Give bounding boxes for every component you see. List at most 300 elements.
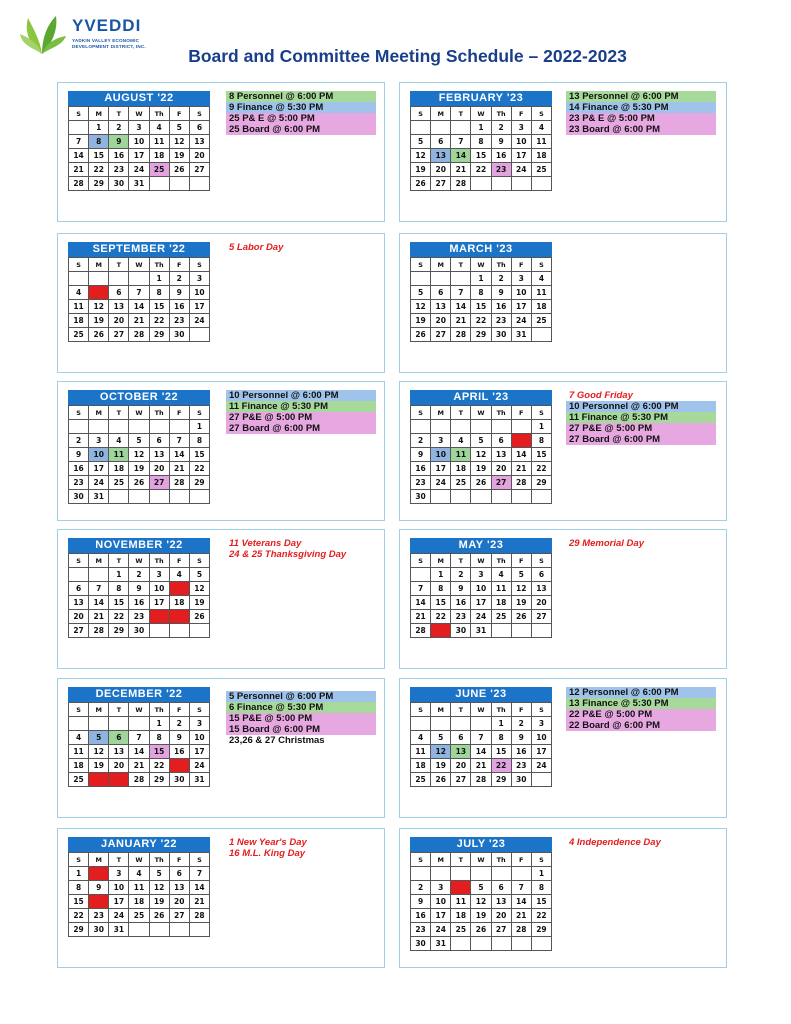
- week-row: [69, 923, 210, 937]
- day-cell: [129, 420, 149, 434]
- day-cell: 2: [411, 881, 431, 895]
- day-cell: 14: [129, 745, 149, 759]
- day-cell: 25: [69, 773, 89, 787]
- day-cell: 28: [129, 328, 149, 342]
- weekday-header-row: [411, 703, 552, 717]
- day-cell: 5: [89, 731, 109, 745]
- day-cell: 14: [89, 596, 109, 610]
- event-item: 5 Personnel @ 6:00 PM: [226, 691, 376, 702]
- day-cell: 13: [109, 745, 129, 759]
- day-cell: 5: [129, 434, 149, 448]
- day-cell: [169, 624, 189, 638]
- day-cell: [89, 717, 109, 731]
- day-cell: [129, 490, 149, 504]
- day-cell: 15: [471, 300, 491, 314]
- day-cell: [69, 717, 89, 731]
- day-cell: 26: [129, 476, 149, 490]
- day-cell: 7: [511, 434, 531, 448]
- day-cell: 28: [451, 177, 471, 191]
- day-cell: 27: [109, 773, 129, 787]
- day-cell: 15: [109, 596, 129, 610]
- day-cell: 7: [471, 731, 491, 745]
- day-cell: [189, 624, 209, 638]
- month-day-table: [410, 257, 552, 342]
- weekday-label: Th: [491, 853, 511, 867]
- day-cell: 24: [189, 314, 209, 328]
- week-row: [411, 731, 552, 745]
- day-cell: [471, 717, 491, 731]
- day-cell: 6: [491, 434, 511, 448]
- week-row: [69, 300, 210, 314]
- day-cell: 26: [89, 328, 109, 342]
- day-cell: 23: [511, 759, 531, 773]
- day-cell: 4: [531, 272, 551, 286]
- day-cell: 10: [129, 135, 149, 149]
- week-row: [411, 568, 552, 582]
- weekday-label: S: [69, 107, 89, 121]
- day-cell: 20: [531, 596, 551, 610]
- day-cell: 22: [471, 163, 491, 177]
- day-cell: 13: [491, 895, 511, 909]
- day-cell: 28: [471, 773, 491, 787]
- day-cell: 30: [109, 177, 129, 191]
- day-cell: 29: [149, 773, 169, 787]
- day-cell: 9: [169, 731, 189, 745]
- weekday-label: S: [189, 406, 209, 420]
- day-cell: 30: [89, 923, 109, 937]
- weekday-label: T: [109, 853, 129, 867]
- day-cell: 22: [89, 163, 109, 177]
- day-cell: 5: [511, 568, 531, 582]
- event-item: 27 Board @ 6:00 PM: [226, 423, 376, 434]
- day-cell: 27: [491, 476, 511, 490]
- day-cell: 10: [109, 881, 129, 895]
- weekday-label: Th: [491, 554, 511, 568]
- day-cell: 2: [129, 568, 149, 582]
- day-cell: 16: [109, 149, 129, 163]
- day-cell: [89, 420, 109, 434]
- day-cell: [411, 121, 431, 135]
- day-cell: 12: [511, 582, 531, 596]
- day-cell: 9: [109, 135, 129, 149]
- day-cell: [531, 773, 551, 787]
- day-cell: 25: [451, 923, 471, 937]
- weekday-header-row: [69, 853, 210, 867]
- day-cell: 14: [189, 881, 209, 895]
- event-item: 13 Personnel @ 6:00 PM: [566, 91, 716, 102]
- day-cell: 24: [511, 163, 531, 177]
- week-row: [69, 135, 210, 149]
- weekday-label: T: [451, 107, 471, 121]
- day-cell: 27: [169, 909, 189, 923]
- day-cell: 9: [491, 286, 511, 300]
- weekday-label: T: [109, 258, 129, 272]
- day-cell: [531, 490, 551, 504]
- day-cell: 11: [69, 745, 89, 759]
- event-list: [226, 837, 376, 859]
- month-title: SEPTEMBER '22: [68, 242, 210, 257]
- weekday-label: S: [531, 853, 551, 867]
- week-row: [411, 909, 552, 923]
- day-cell: 29: [189, 476, 209, 490]
- event-item: 12 Personnel @ 6:00 PM: [566, 687, 716, 698]
- day-cell: 22: [109, 610, 129, 624]
- day-cell: 30: [411, 937, 431, 951]
- event-item: 8 Personnel @ 6:00 PM: [226, 91, 376, 102]
- week-row: [411, 448, 552, 462]
- day-cell: 21: [69, 163, 89, 177]
- day-cell: [431, 867, 451, 881]
- day-cell: 2: [411, 434, 431, 448]
- day-cell: 6: [109, 286, 129, 300]
- weekday-header-row: [69, 703, 210, 717]
- day-cell: [411, 867, 431, 881]
- day-cell: [169, 420, 189, 434]
- weekday-label: F: [169, 406, 189, 420]
- weekday-label: W: [471, 703, 491, 717]
- day-cell: 12: [471, 895, 491, 909]
- day-cell: 22: [471, 314, 491, 328]
- day-cell: 12: [149, 881, 169, 895]
- weekday-label: S: [531, 703, 551, 717]
- logo-brand-text: YVEDDI: [72, 16, 142, 35]
- day-cell: 9: [169, 286, 189, 300]
- day-cell: 17: [189, 300, 209, 314]
- day-cell: 23: [169, 759, 189, 773]
- month-panel: [399, 381, 727, 521]
- day-cell: 21: [411, 610, 431, 624]
- week-row: [69, 286, 210, 300]
- weekday-label: Th: [149, 406, 169, 420]
- day-cell: 7: [129, 731, 149, 745]
- day-cell: 3: [511, 272, 531, 286]
- day-cell: 6: [109, 731, 129, 745]
- day-cell: 22: [531, 909, 551, 923]
- weekday-label: M: [89, 853, 109, 867]
- day-cell: 30: [169, 328, 189, 342]
- day-cell: 24: [531, 759, 551, 773]
- day-cell: 21: [471, 759, 491, 773]
- day-cell: [511, 420, 531, 434]
- day-cell: 25: [129, 909, 149, 923]
- week-row: [411, 867, 552, 881]
- day-cell: 22: [491, 759, 511, 773]
- day-cell: [531, 937, 551, 951]
- day-cell: 17: [431, 462, 451, 476]
- day-cell: 11: [109, 448, 129, 462]
- day-cell: 9: [411, 895, 431, 909]
- day-cell: 13: [491, 448, 511, 462]
- day-cell: 3: [471, 568, 491, 582]
- day-cell: 25: [491, 610, 511, 624]
- day-cell: 18: [69, 314, 89, 328]
- month-calendar: [410, 242, 552, 342]
- week-row: [69, 462, 210, 476]
- day-cell: 19: [411, 163, 431, 177]
- day-cell: 9: [491, 135, 511, 149]
- day-cell: 13: [451, 745, 471, 759]
- day-cell: 25: [451, 476, 471, 490]
- day-cell: 28: [451, 328, 471, 342]
- day-cell: 26: [411, 328, 431, 342]
- day-cell: [451, 867, 471, 881]
- weekday-header-row: [69, 258, 210, 272]
- weekday-label: M: [89, 406, 109, 420]
- day-cell: [129, 272, 149, 286]
- day-cell: 12: [411, 300, 431, 314]
- week-row: [69, 745, 210, 759]
- event-item: 22 P&E @ 5:00 PM: [566, 709, 716, 720]
- day-cell: 15: [189, 448, 209, 462]
- month-day-table: [68, 106, 210, 191]
- day-cell: [189, 177, 209, 191]
- day-cell: 17: [431, 909, 451, 923]
- day-cell: 8: [149, 731, 169, 745]
- weekday-label: S: [189, 554, 209, 568]
- day-cell: 17: [109, 895, 129, 909]
- week-row: [69, 121, 210, 135]
- day-cell: 26: [89, 773, 109, 787]
- weekday-label: S: [411, 258, 431, 272]
- month-title: JUNE '23: [410, 687, 552, 702]
- day-cell: 2: [89, 867, 109, 881]
- weekday-label: W: [129, 703, 149, 717]
- day-cell: [451, 490, 471, 504]
- month-title: NOVEMBER '22: [68, 538, 210, 553]
- weekday-label: Th: [491, 107, 511, 121]
- day-cell: 29: [531, 923, 551, 937]
- event-list: [226, 390, 376, 434]
- weekday-header-row: [69, 107, 210, 121]
- weekday-header-row: [411, 258, 552, 272]
- day-cell: 5: [411, 286, 431, 300]
- day-cell: 19: [129, 462, 149, 476]
- day-cell: [491, 420, 511, 434]
- day-cell: 15: [89, 149, 109, 163]
- day-cell: 21: [189, 895, 209, 909]
- month-title: OCTOBER '22: [68, 390, 210, 405]
- day-cell: [531, 177, 551, 191]
- day-cell: [149, 624, 169, 638]
- weekday-label: Th: [149, 107, 169, 121]
- month-day-table: [410, 106, 552, 191]
- weekday-label: Th: [491, 703, 511, 717]
- month-calendar: [68, 837, 210, 937]
- day-cell: 3: [129, 121, 149, 135]
- day-cell: 25: [531, 163, 551, 177]
- week-row: [411, 717, 552, 731]
- day-cell: 10: [149, 582, 169, 596]
- week-row: [411, 881, 552, 895]
- day-cell: [149, 490, 169, 504]
- day-cell: 31: [129, 177, 149, 191]
- day-cell: [511, 490, 531, 504]
- month-title: AUGUST '22: [68, 91, 210, 106]
- day-cell: 21: [89, 610, 109, 624]
- month-panel: [399, 529, 727, 669]
- month-calendar: [68, 687, 210, 787]
- day-cell: 16: [69, 462, 89, 476]
- month-panel: [57, 381, 385, 521]
- day-cell: 6: [531, 568, 551, 582]
- day-cell: [69, 121, 89, 135]
- day-cell: 13: [531, 582, 551, 596]
- month-calendar: [68, 538, 210, 638]
- month-day-table: [68, 405, 210, 504]
- day-cell: 28: [411, 624, 431, 638]
- day-cell: 1: [531, 420, 551, 434]
- day-cell: [411, 272, 431, 286]
- day-cell: [89, 272, 109, 286]
- week-row: [411, 476, 552, 490]
- weekday-label: W: [129, 406, 149, 420]
- day-cell: 22: [69, 909, 89, 923]
- day-cell: 10: [511, 286, 531, 300]
- event-item: 15 P&E @ 5:00 PM: [226, 713, 376, 724]
- day-cell: 17: [89, 462, 109, 476]
- day-cell: 25: [149, 163, 169, 177]
- day-cell: [189, 490, 209, 504]
- day-cell: 14: [129, 300, 149, 314]
- week-row: [69, 163, 210, 177]
- day-cell: 3: [189, 272, 209, 286]
- day-cell: 31: [89, 490, 109, 504]
- event-list: [566, 837, 716, 848]
- day-cell: [511, 624, 531, 638]
- weekday-label: S: [189, 853, 209, 867]
- day-cell: 5: [189, 568, 209, 582]
- day-cell: 7: [451, 135, 471, 149]
- event-list: [566, 687, 716, 731]
- day-cell: [531, 624, 551, 638]
- week-row: [411, 135, 552, 149]
- day-cell: 23: [491, 314, 511, 328]
- week-row: [411, 286, 552, 300]
- weekday-label: F: [169, 703, 189, 717]
- day-cell: 3: [511, 121, 531, 135]
- weekday-label: S: [69, 703, 89, 717]
- day-cell: 4: [531, 121, 551, 135]
- week-row: [69, 568, 210, 582]
- day-cell: [471, 867, 491, 881]
- day-cell: 2: [109, 121, 129, 135]
- day-cell: 24: [471, 610, 491, 624]
- weekday-label: T: [109, 554, 129, 568]
- day-cell: 8: [531, 881, 551, 895]
- month-title: DECEMBER '22: [68, 687, 210, 702]
- day-cell: 18: [169, 596, 189, 610]
- day-cell: 27: [149, 476, 169, 490]
- weekday-label: M: [431, 853, 451, 867]
- day-cell: 1: [189, 420, 209, 434]
- month-calendar: [68, 91, 210, 191]
- day-cell: 24: [109, 909, 129, 923]
- weekday-label: W: [471, 406, 491, 420]
- day-cell: 13: [431, 149, 451, 163]
- day-cell: 29: [431, 624, 451, 638]
- day-cell: 6: [69, 582, 89, 596]
- day-cell: [431, 717, 451, 731]
- month-title: JULY '23: [410, 837, 552, 852]
- month-title: MARCH '23: [410, 242, 552, 257]
- day-cell: [411, 717, 431, 731]
- day-cell: 18: [531, 149, 551, 163]
- day-cell: 4: [491, 568, 511, 582]
- day-cell: 23: [411, 476, 431, 490]
- day-cell: 2: [169, 717, 189, 731]
- day-cell: 28: [169, 476, 189, 490]
- day-cell: 11: [451, 895, 471, 909]
- weekday-label: S: [531, 554, 551, 568]
- day-cell: 31: [189, 773, 209, 787]
- week-row: [411, 490, 552, 504]
- day-cell: 22: [431, 610, 451, 624]
- day-cell: 12: [471, 448, 491, 462]
- day-cell: 16: [451, 596, 471, 610]
- day-cell: 24: [149, 610, 169, 624]
- month-calendar: [410, 390, 552, 504]
- day-cell: 15: [491, 745, 511, 759]
- day-cell: [471, 420, 491, 434]
- day-cell: 11: [169, 582, 189, 596]
- day-cell: [451, 121, 471, 135]
- day-cell: 19: [431, 759, 451, 773]
- weekday-label: T: [451, 406, 471, 420]
- weekday-label: T: [451, 258, 471, 272]
- day-cell: [109, 420, 129, 434]
- day-cell: 7: [69, 135, 89, 149]
- day-cell: [129, 717, 149, 731]
- weekday-header-row: [411, 554, 552, 568]
- weekday-label: T: [451, 853, 471, 867]
- week-row: [411, 937, 552, 951]
- day-cell: 27: [431, 177, 451, 191]
- day-cell: 4: [129, 867, 149, 881]
- day-cell: 12: [431, 745, 451, 759]
- weekday-label: M: [431, 703, 451, 717]
- weekday-label: F: [169, 258, 189, 272]
- month-day-table: [68, 852, 210, 937]
- week-row: [411, 149, 552, 163]
- day-cell: 31: [431, 937, 451, 951]
- day-cell: 18: [149, 149, 169, 163]
- day-cell: 6: [169, 867, 189, 881]
- day-cell: 20: [69, 610, 89, 624]
- day-cell: 7: [129, 286, 149, 300]
- day-cell: 20: [169, 895, 189, 909]
- day-cell: 16: [169, 745, 189, 759]
- day-cell: 24: [89, 476, 109, 490]
- month-calendar: [410, 91, 552, 191]
- event-item: 1 New Year's Day: [229, 837, 307, 848]
- event-item: 7 Good Friday: [569, 390, 633, 401]
- event-item: 23 P& E @ 5:00 PM: [566, 113, 716, 124]
- month-panel: [399, 678, 727, 818]
- day-cell: 21: [129, 314, 149, 328]
- day-cell: 17: [471, 596, 491, 610]
- day-cell: [149, 923, 169, 937]
- weekday-label: T: [451, 554, 471, 568]
- week-row: [69, 867, 210, 881]
- week-row: [411, 328, 552, 342]
- day-cell: 19: [149, 895, 169, 909]
- day-cell: 5: [149, 867, 169, 881]
- weekday-header-row: [411, 107, 552, 121]
- event-item: 13 Finance @ 5:30 PM: [566, 698, 716, 709]
- event-item: 23 Board @ 6:00 PM: [566, 124, 716, 135]
- event-item: 11 Finance @ 5:30 PM: [226, 401, 376, 412]
- day-cell: 26: [431, 773, 451, 787]
